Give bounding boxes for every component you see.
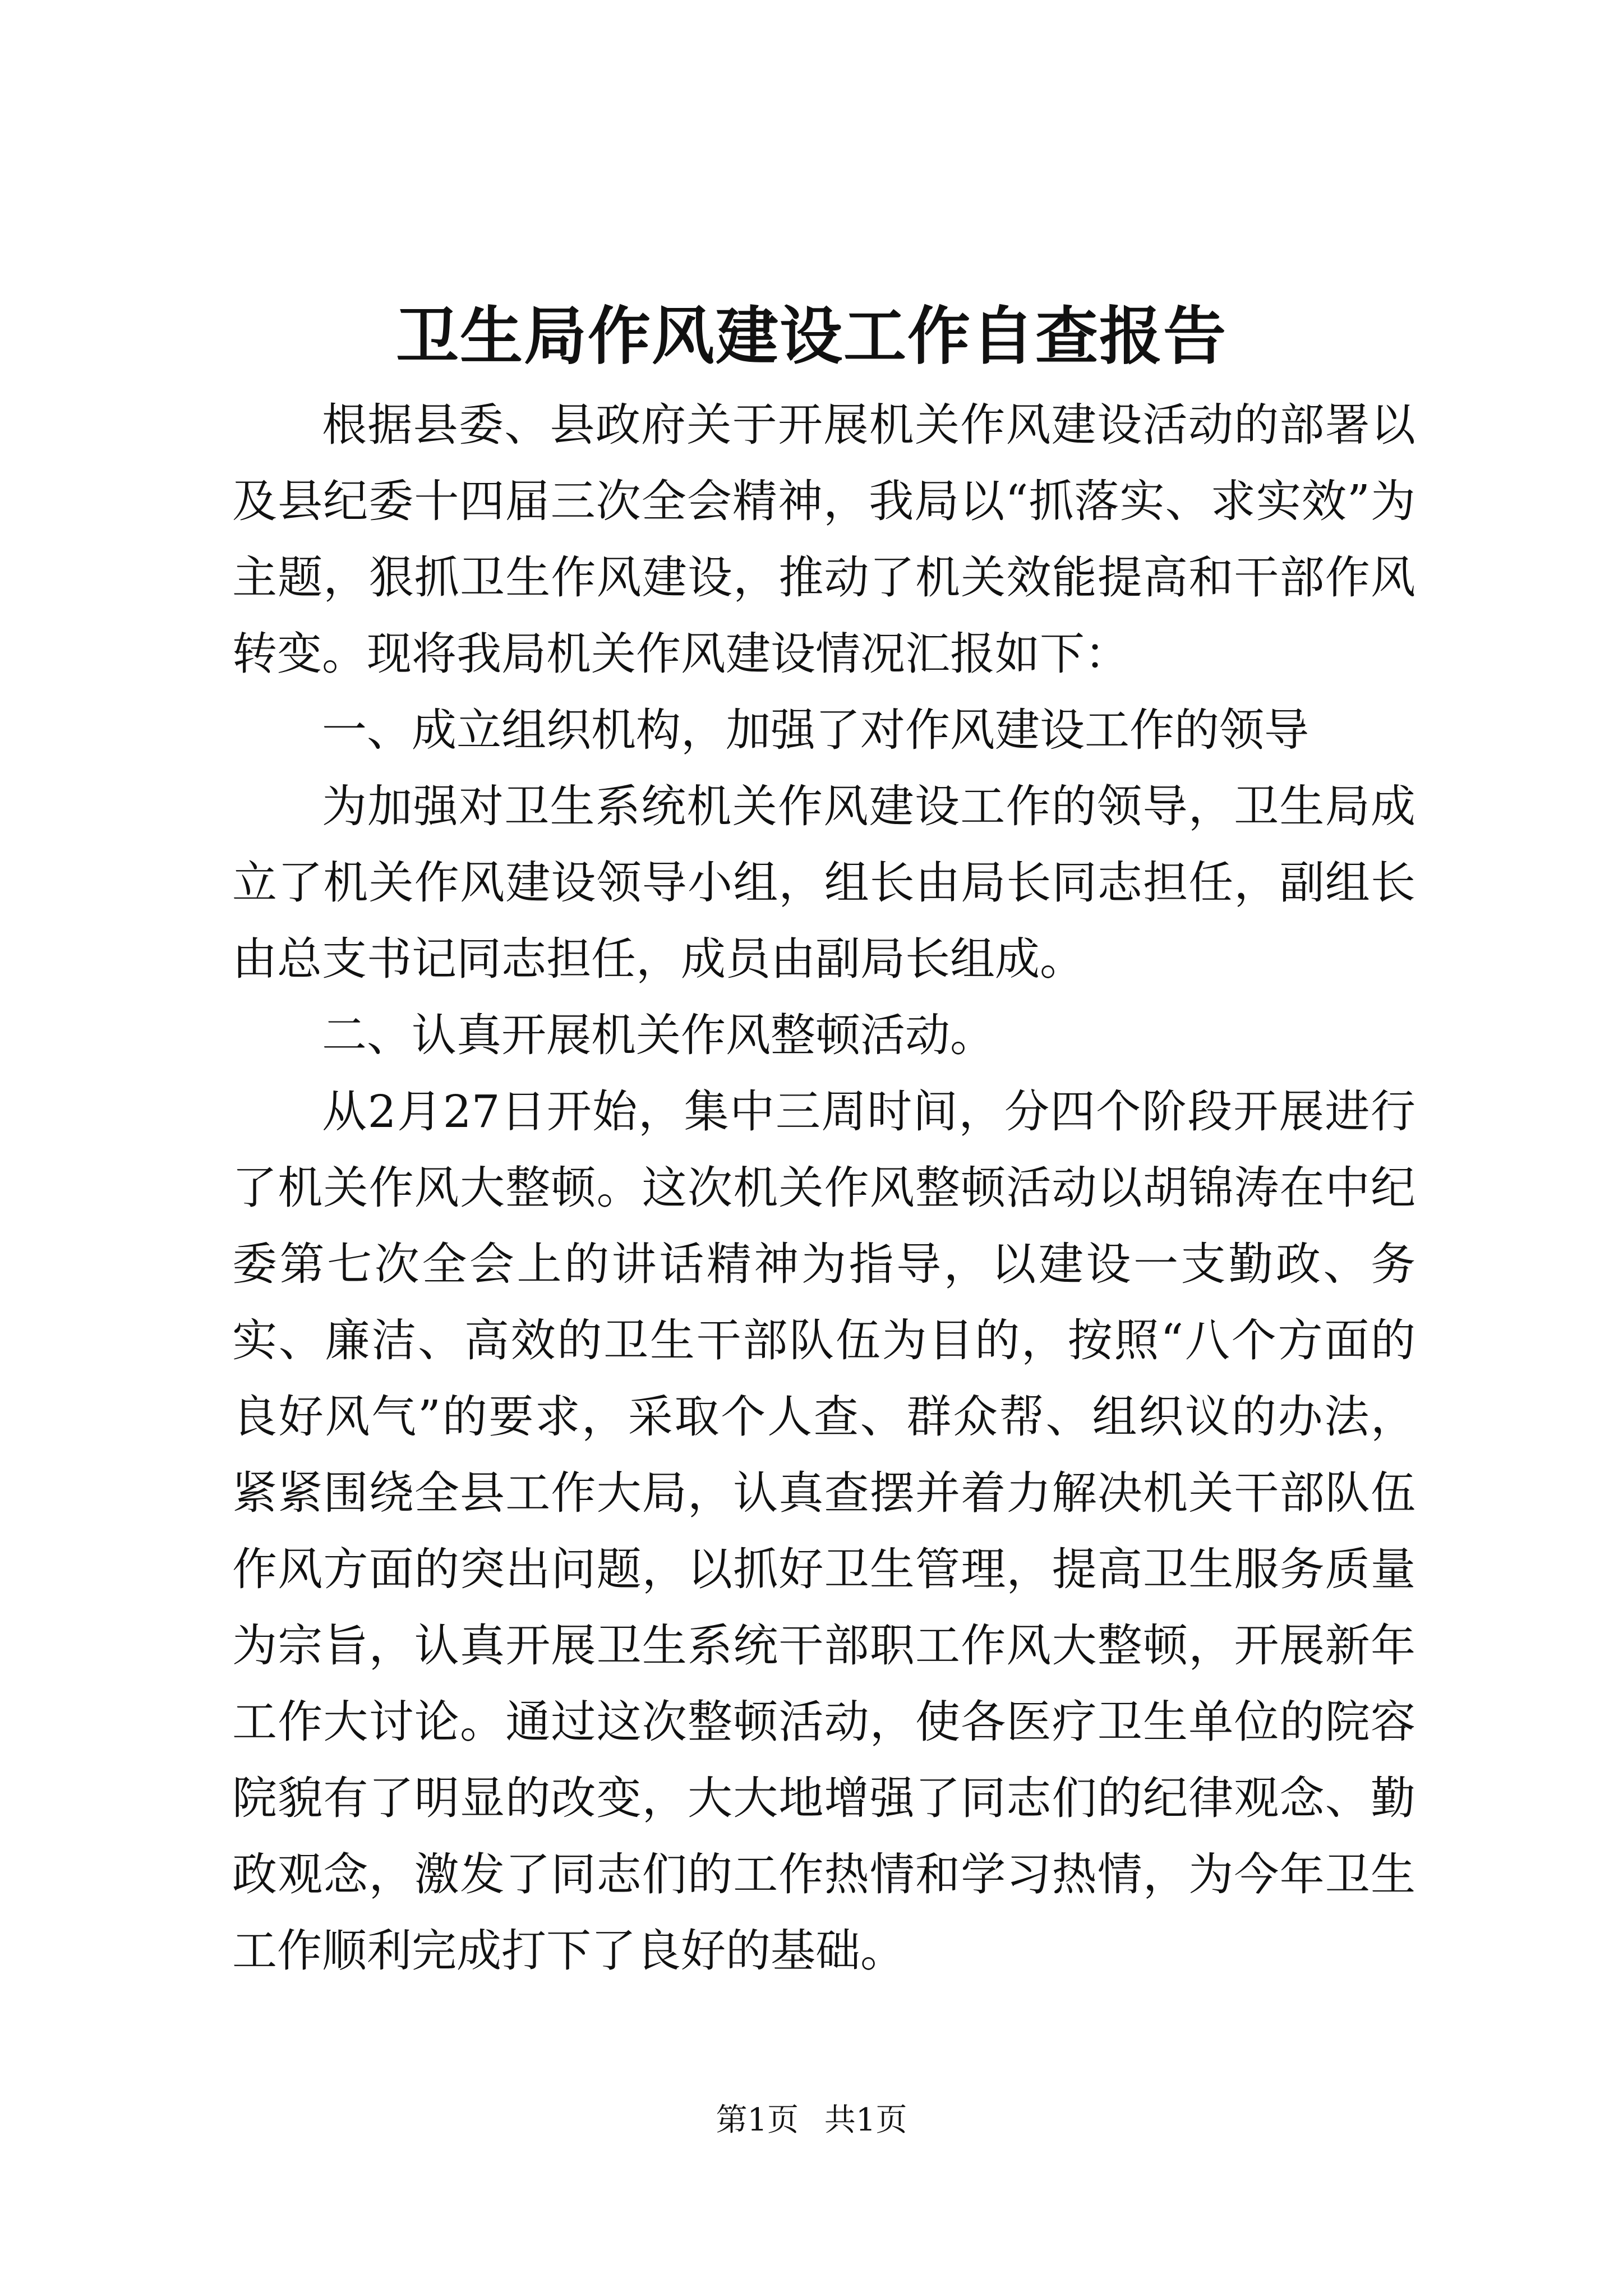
page-number-current: 第1页 <box>716 2102 799 2138</box>
page-number-total: 共1页 <box>824 2102 907 2138</box>
paragraph-organization: 为加强对卫生系统机关作风建设工作的领导，卫生局成立了机关作风建设领导小组，组长由局长同志担任，副组长由总支书记同志担任，成员由副局长组成。 <box>232 780 1415 985</box>
paragraph-rectification: 从2月27日开始，集中三周时间，分四个阶段开展进行了机关作风大整顿。这次机关作风整顿活动以胡锦涛在中纪委第七次全会上的讲话精神为指导，以建设一支勤政、务实、廉洁、高效的卫生干部队伍为目的，按照“八个方面的良好风气”的要求，采取个人查、群众帮、组织议的办法，紧紧围绕全县工作大局，认真查摆并着力解决机关干部队伍作风方面的突出问题，以抓好卫生管理，提高卫生服务质量为宗旨，认真开展卫生系统干部职工作风大整顿，开展新年工作大讨论。通过这次整顿活动，使各医疗卫生单位的院容院貌有了明显的改变，大大地增强了同志们的纪律观念、勤政观念，激发了同志们的工作热情和学习热情，为今年卫生工作顺利完成打下了良好的基础。 <box>232 1085 1415 1977</box>
paragraph-intro: 根据县委、县政府关于开展机关作风建设活动的部署以及县纪委十四届三次全会精神，我局以“抓落实、求实效”为主题，狠抓卫生作风建设，推动了机关效能提高和干部作风转变。现将我局机关作风建设情况汇报如下： <box>232 399 1415 680</box>
section-heading-1: 一、成立组织机构，加强了对作风建设工作的领导 <box>322 704 1309 756</box>
page-footer <box>0 2098 1623 2143</box>
document-title: 卫生局作风建设工作自查报告 <box>396 300 1227 373</box>
section-heading-2: 二、认真开展机关作风整顿活动。 <box>322 1009 995 1061</box>
document-body <box>232 387 1415 1989</box>
